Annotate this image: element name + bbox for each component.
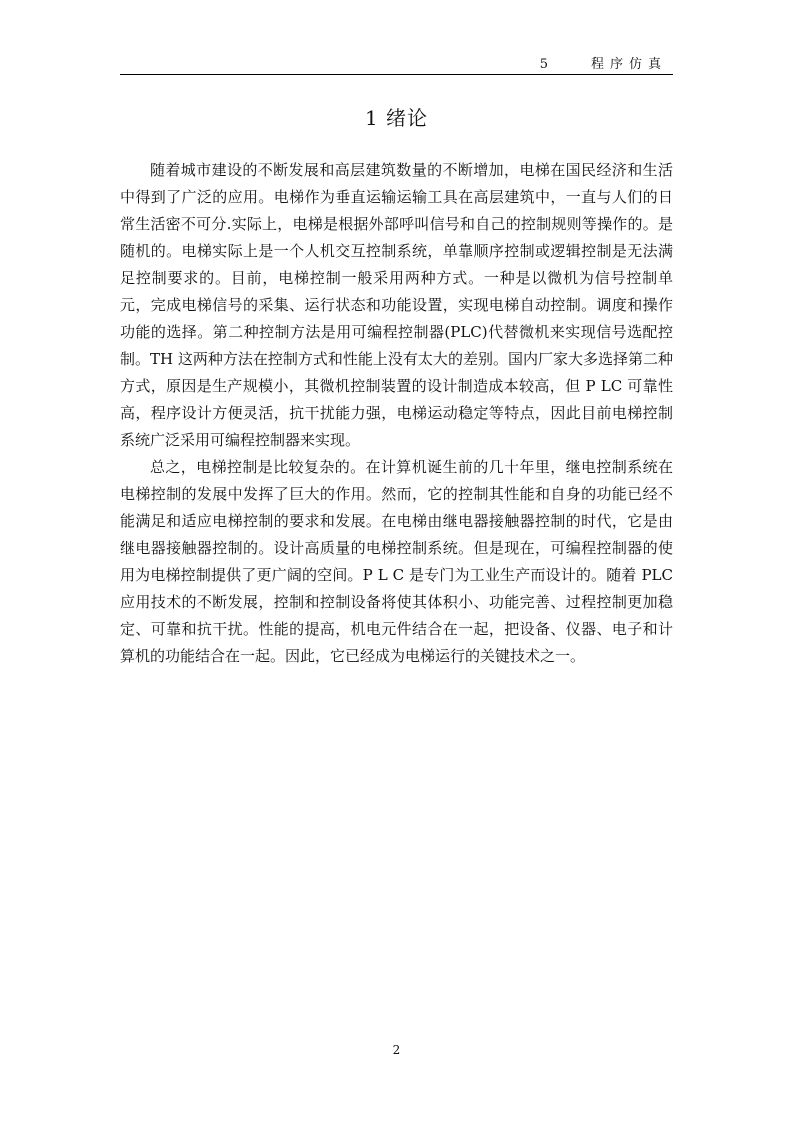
body-text	[120, 157, 673, 670]
paragraph-2: 总之，电梯控制是比较复杂的。在计算机诞生前的几十年里，继电控制系统在电梯控制的发展中发挥了巨大的作用。然而，它的控制其性能和自身的功能已经不能满足和适应电梯控制的要求和发展。在电梯由继电器接触器控制的时代，它是由继电器接触器控制的。设计高质量的电梯控制系统。但是现在，可编程控制器的使用为电梯控制提供了更广阔的空间。P L C 是专门为工业生产而设计的。随着 PLC 应用技术的不断发展，控制和控制设备将使其体积小、功能完善、过程控制更加稳定、可靠和抗干扰。性能的提高，机电元件结合在一起，把设备、仪器、电子和计算机的功能结合在一起。因此，它已经成为电梯运行的关键技术之一。	[120, 458, 673, 665]
section-title: 1 绪论	[364, 106, 429, 130]
page-number: 2	[392, 1043, 401, 1057]
header-chapter-title: 程序仿真	[590, 57, 667, 72]
paragraph-1: 随着城市建设的不断发展和高层建筑数量的不断增加，电梯在国民经济和生活中得到了广泛的应用。电梯作为垂直运输运输工具在高层建筑中，一直与人们的日常生活密不可分.实际上，电梯是根据外部呼叫信号和自己的控制规则等操作的。是随机的。电梯实际上是一个人机交互控制系统，单靠顺序控制或逻辑控制是无法满足控制要求的。目前，电梯控制一般采用两种方式。一种是以微机为信号控制单元，完成电梯信号的采集、运行状态和功能设置，实现电梯自动控制。调度和操作功能的选择。第二种控制方法是用可编程控制器(PLC)代替微机来实现信号选配控制。TH 这两种方法在控制方式和性能上没有太大的差别。国内厂家大多选择第二种方式，原因是生产规模小，其微机控制装置的设计制造成本较高，但 P LC 可靠性高，程序设计方便灵活，抗干扰能力强，电梯运动稳定等特点，因此目前电梯控制系统广泛采用可编程控制器来实现。	[120, 161, 673, 449]
header-chapter-number: 5	[539, 57, 548, 72]
page-header	[120, 56, 673, 75]
